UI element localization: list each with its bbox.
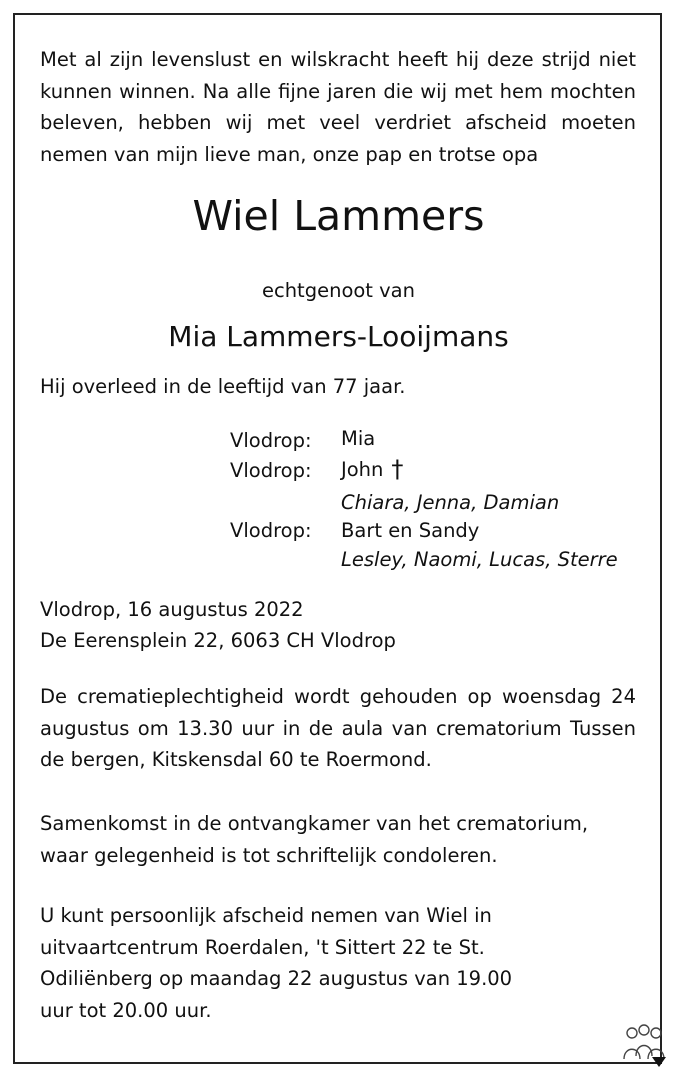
grandchildren: Chiara, Jenna, Damian (341, 491, 560, 514)
place-date: Vlodrop, 16 augustus 2022 (40, 598, 304, 621)
family-place: Vlodrop: (230, 429, 312, 452)
family-member: Bart en Sandy (341, 519, 480, 542)
family-member: Mia (341, 427, 376, 450)
family-place: Vlodrop: (230, 459, 312, 482)
triangle-marker-icon (652, 1057, 666, 1067)
gathering-text: Samenkomst in de ontvangkamer van het crematorium, waar gelegenheid is tot schriftelijk condoleren. (40, 812, 589, 867)
ceremony-text: De crematieplechtigheid wordt gehouden op woensdag 24 augustus om 13.30 uur in de aula van crematorium Tussen de bergen, Kitskensdal 60 te Roermond. (40, 685, 636, 771)
intro-text: Met al zijn levenslust en wilskracht heeft hij deze strijd niet kunnen winnen. Na alle fijne jaren die wij met hem mochten beleven, hebben wij met veel verdriet afscheid moeten nemen van mijn lieve man, onze pap en trotse opa (40, 48, 636, 166)
cross-icon: † (391, 455, 404, 483)
family-place: Vlodrop: (230, 519, 312, 542)
grandchildren: Lesley, Naomi, Lucas, Sterre (341, 548, 618, 571)
deceased-name: Wiel Lammers (192, 192, 485, 240)
family-member-row (341, 455, 403, 484)
spouse-name: Mia Lammers-Looijmans (168, 320, 509, 353)
address: De Eerensplein 22, 6063 CH Vlodrop (40, 629, 396, 652)
age-text: Hij overleed in de leeftijd van 77 jaar. (40, 375, 406, 398)
farewell-text: U kunt persoonlijk afscheid nemen van Wiel in uitvaartcentrum Roerdalen, 't Sittert 22 te St. Odiliënberg op maandag 22 augustus van 19.00 uur tot 20.00 uur. (40, 904, 513, 1022)
family-member: John (341, 458, 384, 481)
people-group-icon (618, 1021, 670, 1069)
spouse-label: echtgenoot van (261, 279, 415, 302)
